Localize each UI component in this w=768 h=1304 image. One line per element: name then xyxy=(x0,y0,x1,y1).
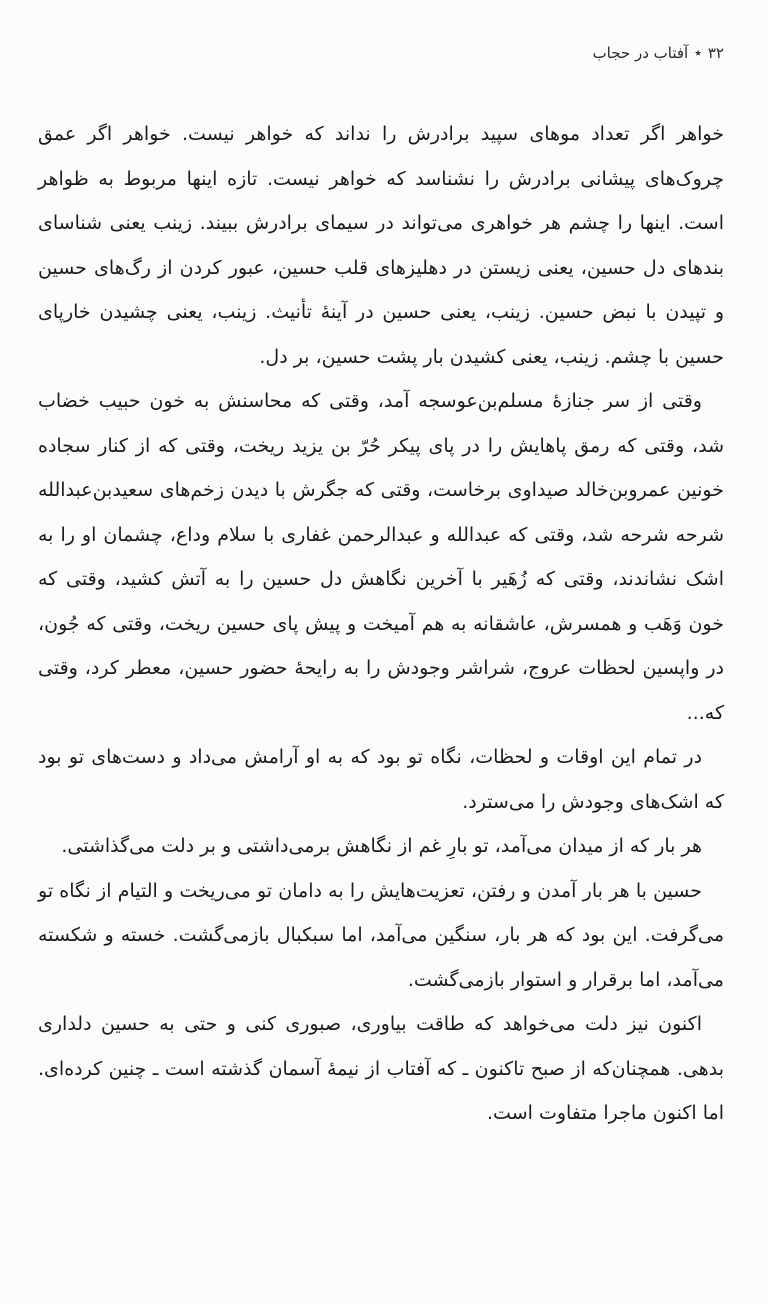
running-head xyxy=(593,44,724,62)
paragraph-6: اکنون نیز دلت می‌خواهد که طاقت بیاوری، صبوری کنی و حتی به حسین دلداری بدهی. همچنان‌که از صبح تاکنون ـ که آفتاب از نیمهٔ آسمان گذشته است ـ چنین کرده‌ای. اما اکنون ماجرا متفاوت است. xyxy=(38,1013,724,1124)
page-number: ۳۲ xyxy=(707,44,724,62)
paragraph-3: در تمام این اوقات و لحظات، نگاه تو بود که به او آرامش می‌داد و دست‌های تو بود که اشک‌های وجودش را می‌سترد. xyxy=(38,746,724,813)
book-title: آفتاب در حجاب xyxy=(592,44,689,62)
paragraph-5: حسین با هر بار آمدن و رفتن، تعزیت‌هایش را به دامان تو می‌ریخت و التیام از نگاه تو می‌گرفت. این بود که هر بار، سنگین می‌آمد، اما سبکبال بازمی‌گشت. خسته و شکسته می‌آمد، اما برقرار و استوار بازمی‌گشت. xyxy=(38,879,724,991)
paragraph-2: وقتی از سر جنازهٔ مسلم‌بن‌عوسجه آمد، وقتی که محاسنش به خون حبیب خضاب شد، وقتی که رمق پاهایش را در پای پیکر حُرّ بن یزید ریخت، وقتی که از کنار سجاده خونین عمروبن‌خالد صیداوی برخاست، وقتی که جگرش با دیدن زخم‌های سعیدبن‌عبدالله شرحه شرحه شد، وقتی که عبدالله و عبدالرحمن غفاری با سلام وداع، چشمان او را به اشک نشاندند، وقتی که زُهَیر با آخرین نگاهش دل حسین را به آتش کشید، وقتی که خون وَهَب و همسرش، عاشقانه به هم آمیخت و پیش پای حسین ریخت، وقتی که جُون، در واپسین لحظات عروج، شراشر وجودش را به رایحهٔ حضور حسین، معطر کرد، وقتی که... xyxy=(38,390,724,724)
body-text xyxy=(38,112,724,1136)
paragraph-4: هر بار که از میدان می‌آمد، تو بارِ غم از نگاهش برمی‌داشتی و بر دلت می‌گذاشتی. xyxy=(61,835,702,857)
ornament-icon: ٭ xyxy=(694,45,702,61)
paragraph-1: خواهر اگر تعداد موهای سپید برادرش را نداند که خواهر نیست. خواهر اگر عمق چروک‌های پیشانی برادرش را نشناسد که خواهر نیست. تازه اینها مربوط به ظواهر است. اینها را چشم هر خواهری می‌تواند در سیمای برادرش ببیند. زینب یعنی شناسای بندهای دل حسین، یعنی زیستن در دهلیزهای قلب حسین، عبور کردن از رگ‌های حسین و تپیدن با نبض حسین. زینب، یعنی حسین در آینهٔ تأنیث. زینب، یعنی چشیدن خارپای حسین با چشم. زینب، یعنی کشیدن بار پشت حسین، بر دل. xyxy=(38,123,724,368)
